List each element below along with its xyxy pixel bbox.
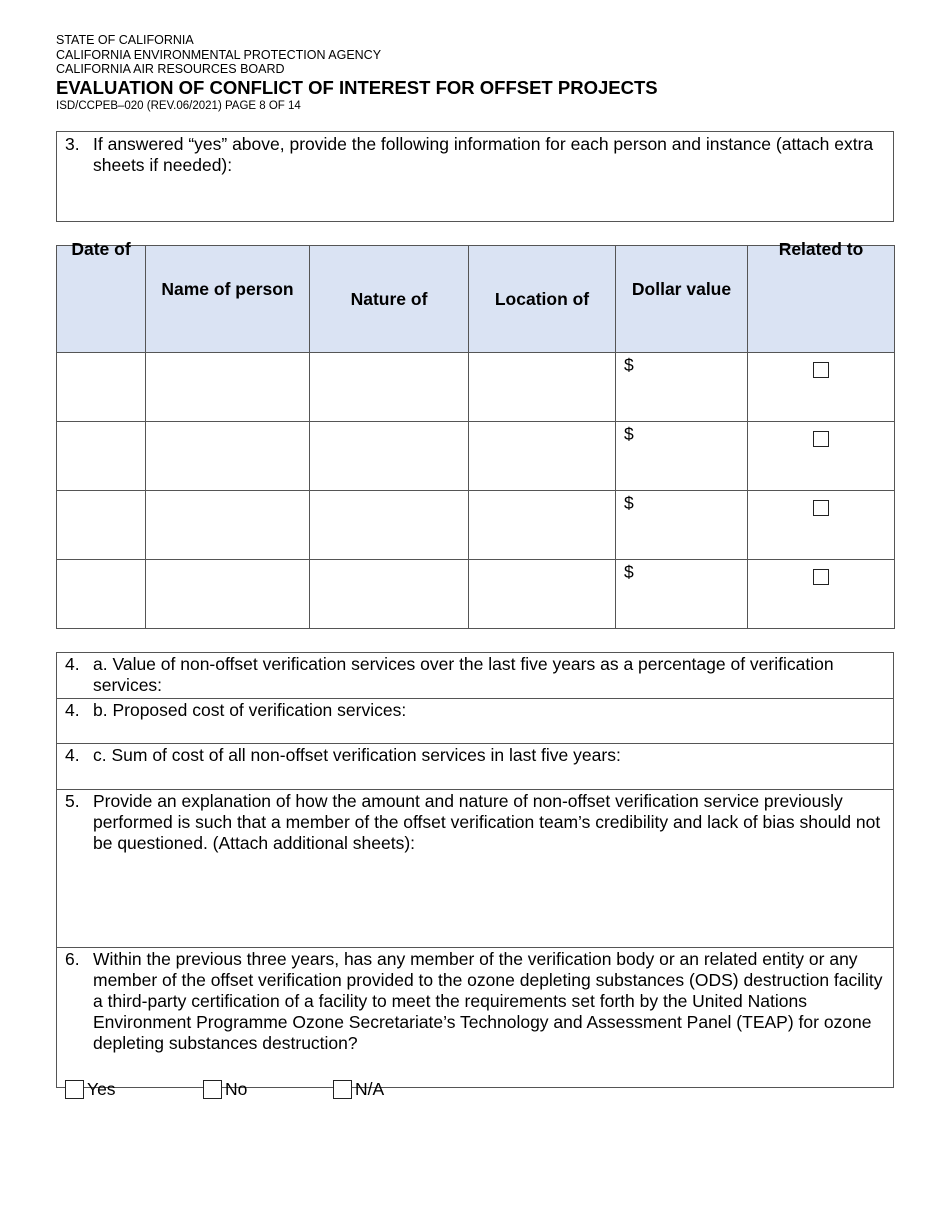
question-number: 4.	[65, 745, 80, 765]
question-4b	[57, 700, 893, 721]
date-cell[interactable]	[57, 353, 146, 422]
question-4c-row[interactable]	[57, 744, 893, 790]
question-4a-row[interactable]	[57, 653, 893, 699]
name-cell[interactable]	[146, 491, 310, 560]
yes-label: Yes	[87, 1079, 116, 1099]
table-row	[57, 491, 895, 560]
question-number: 5.	[65, 791, 80, 811]
question-text: Provide an explanation of how the amount and nature of non-offset verification service previously performed is such that a member of the offset verification team’s credibility and lack of bias should not be questioned. (Attach additional sheets):	[93, 791, 881, 853]
table-row	[57, 353, 895, 422]
question-5-row[interactable]	[57, 790, 893, 948]
name-cell[interactable]	[146, 560, 310, 629]
related-cell	[748, 353, 895, 422]
date-cell[interactable]	[57, 491, 146, 560]
yes-checkbox[interactable]	[65, 1080, 84, 1099]
dollar-cell[interactable]	[616, 560, 748, 629]
date-cell[interactable]	[57, 560, 146, 629]
question-text: a. Value of non-offset verification services over the last five years as a percentage of verification services:	[93, 654, 834, 695]
na-label: N/A	[355, 1079, 385, 1099]
question-text: b. Proposed cost of verification services:	[93, 700, 407, 720]
question-6	[57, 949, 893, 1054]
form-number: ISD/CCPEB–020 (REV.06/2021) PAGE 8 OF 14	[56, 99, 301, 112]
question-text: c. Sum of cost of all non-offset verification services in last five years:	[93, 745, 621, 765]
name-cell[interactable]	[146, 353, 310, 422]
table-row	[57, 560, 895, 629]
question-number: 4.	[65, 654, 80, 674]
related-cell	[748, 491, 895, 560]
conflict-details-table	[56, 239, 895, 629]
agency-label: CALIFORNIA ENVIRONMENTAL PROTECTION AGENCY	[56, 47, 382, 62]
table-header-row	[57, 246, 895, 353]
related-checkbox[interactable]	[813, 431, 829, 447]
related-checkbox[interactable]	[813, 500, 829, 516]
location-cell[interactable]	[469, 560, 616, 629]
na-checkbox[interactable]	[333, 1080, 352, 1099]
question-3-box	[56, 131, 894, 222]
question-6-row	[57, 948, 893, 1099]
dollar-sign: $	[624, 424, 634, 444]
dollar-cell[interactable]	[616, 491, 748, 560]
questions-4-6-box	[56, 652, 894, 1099]
dollar-cell[interactable]	[616, 353, 748, 422]
question-4a	[57, 654, 893, 696]
form-header	[56, 33, 658, 113]
board-label: CALIFORNIA AIR RESOURCES BOARD	[56, 62, 285, 76]
option-na[interactable]	[333, 1079, 384, 1100]
col-header-location: Location of	[469, 246, 616, 353]
no-checkbox[interactable]	[203, 1080, 222, 1099]
question-3	[57, 132, 893, 176]
location-cell[interactable]	[469, 491, 616, 560]
no-label: No	[225, 1079, 248, 1099]
question-4c	[57, 745, 893, 766]
state-label: STATE OF CALIFORNIA	[56, 33, 194, 47]
nature-cell[interactable]	[310, 491, 469, 560]
question-number: 3.	[65, 134, 80, 154]
date-cell[interactable]	[57, 422, 146, 491]
table-row	[57, 422, 895, 491]
nature-cell[interactable]	[310, 560, 469, 629]
dollar-cell[interactable]	[616, 422, 748, 491]
question-text: If answered “yes” above, provide the following information for each person and instance (attach extra sheets if needed):	[93, 134, 874, 175]
option-yes[interactable]	[65, 1079, 116, 1100]
location-cell[interactable]	[469, 353, 616, 422]
question-number: 6.	[65, 949, 80, 969]
col-header-date: Date of	[57, 246, 146, 353]
question-text: Within the previous three years, has any member of the verification body or an related entity or any member of the offset verification provided to the ozone depleting substances (ODS) destruction facility a third-party certification of a facility to meet the requirements set forth by the United Nations Environment Programme Ozone Secretariate’s Technology and Assessment Panel (TEAP) for ozone depleting substances destruction?	[93, 949, 883, 1053]
question-5	[57, 791, 893, 854]
nature-cell[interactable]	[310, 353, 469, 422]
col-header-nature: Nature of	[310, 246, 469, 353]
name-cell[interactable]	[146, 422, 310, 491]
question-4b-row[interactable]	[57, 699, 893, 744]
col-header-name: Name of person	[146, 246, 310, 353]
related-checkbox[interactable]	[813, 569, 829, 585]
nature-cell[interactable]	[310, 422, 469, 491]
related-cell	[748, 422, 895, 491]
related-checkbox[interactable]	[813, 362, 829, 378]
col-header-dollar: Dollar value	[616, 246, 748, 353]
related-cell	[748, 560, 895, 629]
form-title: EVALUATION OF CONFLICT OF INTEREST FOR OFFSET PROJECTS	[56, 76, 658, 98]
col-header-related: Related to	[748, 246, 895, 353]
dollar-sign: $	[624, 355, 634, 375]
question-number: 4.	[65, 700, 80, 720]
location-cell[interactable]	[469, 422, 616, 491]
dollar-sign: $	[624, 493, 634, 513]
dollar-sign: $	[624, 562, 634, 582]
option-no[interactable]	[203, 1079, 247, 1100]
